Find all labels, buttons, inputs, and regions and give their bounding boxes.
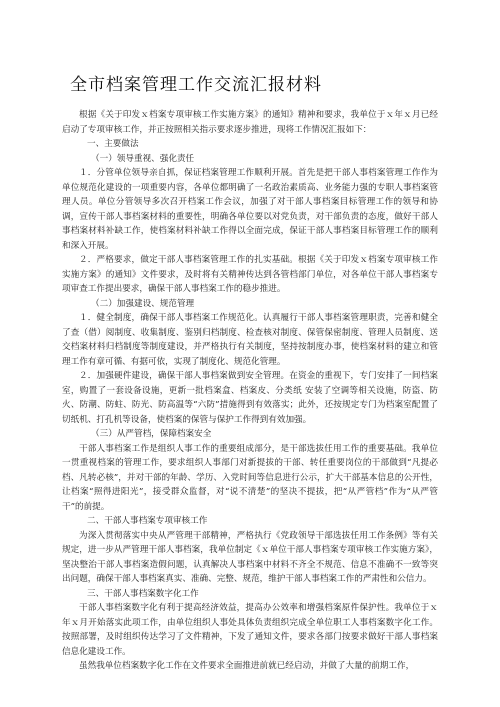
body-paragraph: １．分管单位领导亲自抓，保证档案管理工作顺利开展。首先是把干部人事档案管理工作作为单位规范化建设的一项重要内容，各单位都明确了一名政治素质高、业务能力强的专职人事档案管理人员。单位分管领导多次召开档案工作会议，加强了对干部人事档案目标管理工作的领导和协调，宣传干部人事档案材料的重要性，明确各单位要以对党负责，对干部负责的态度，做好干部人事档案材料补缺工作，使档案材料补缺工作得以全面完成，保证干部人事档案目标管理工作的顺利和深入开展。: [62, 168, 438, 251]
body-paragraph: 虽然我单位档案数字化工作在文件要求全面推进前就已经启动，并做了大量的前期工作，: [79, 661, 415, 671]
subsection-heading: （一）领导重视、强化责任: [91, 153, 195, 164]
body-paragraph: ２．严格要求，做定干部人事档案管理工作的扎实基础。根据《关于印发ｘ档案专项审核工作实施方案》的通知》文件要求，及时将有关精神传达到各管档部门单位，对各单位干部人事档案专项审查工作提出要求，确保干部人事档案工作的稳步推进。: [62, 255, 438, 294]
body-paragraph: 干部人事档案数字化有利于提高经济效益，提高办公效率和增强档案原件保护性。我单位于ｘ年ｘ月开始落实此项工作，由单位组织人事处具体负责组织完成全单位职工人事档案数字化工作。按照部署，及时组织传达学习了文件精神，下发了通知文件，要求各部门按要求做好干部人事档案信息化建设工作。: [62, 603, 438, 657]
section-heading: 一、主要做法: [87, 139, 139, 149]
body-paragraph: 根据《关于印发ｘ档案专项审核工作实施方案》的通知》精神和要求，我单位于ｘ年ｘ月已经启动了专项审核工作，并正按照相关指示要求逐步推进，现将工作情况汇报如下：: [62, 110, 438, 135]
body-paragraph: 干部人事档案工作是组织人事工作的重要组成部分，是干部选拔任用工作的重要基础。我单位一贯重视档案的管理工作，要求组织人事部门对新提拔的干部、转任重要岗位的干部做到“凡提必档、凡转必核”，并对干部的年龄、学历、入党时间等信息进行公示，扩大干部基本信息的公开性，让档案“照得进阳光”，接受群众监督，对“说不清楚”的坚决不提拔，把“从严管档”作为“从严管干”的前提。: [62, 443, 438, 512]
subsection-heading: （三）从严管档，保障档案安全: [91, 429, 212, 439]
section-heading: 二、干部人事档案专项审核工作: [87, 516, 208, 526]
body-paragraph: ２．加强硬件建设，确保干部人事档案做到安全管理。在资金的重视下，专门安排了一间档案室，购置了一套设备设施，更新一批档案盒、档案皮、分类纸 安装了空调等相关设施，防盗、防火、防潮、防蛀、防光、防高温等“六防”措施得到有效落实；此外，还按规定专门为档案室配置了切纸机、打孔机等设备，使档案的保管与保护工作得到有效加强。: [62, 371, 438, 425]
page-title: 全市档案管理工作交流汇报材料: [70, 75, 322, 95]
body-paragraph: １．健全制度，确保干部人事档案工作规范化。认真履行干部人事档案管理职责，完善和健全了查（借）阅制度、收集制度、鉴别归档制度、检查核对制度、保管保密制度、管理人员制度、送交档案材料归档制度等制度建设，并严格执行有关制度，坚持按制度办事，使档案材料的建立和管理工作有章可循、有据可依，实现了制度化、规范化管理。: [62, 313, 438, 367]
subsection-heading: （二）加强建设、规范管理: [91, 298, 195, 309]
body-paragraph: 为深入贯彻落实中央从严管理干部精神，严格执行《党政领导干部选拔任用工作条例》等有关规定，进一步从严管理干部人事档案，我单位制定《ｘ单位干部人事档案专项审核工作实施方案》，坚决整治干部人事档案造假问题，认真解决人事档案中材料不齐全不规范、信息不准确不一致等突出问题，确保干部人事档案真实、准确、完整、规范，维护干部人事档案工作的严肃性和公信力。: [62, 530, 438, 584]
section-heading: 三、干部人事档案数字化工作: [87, 588, 199, 599]
document-body: [62, 108, 438, 674]
